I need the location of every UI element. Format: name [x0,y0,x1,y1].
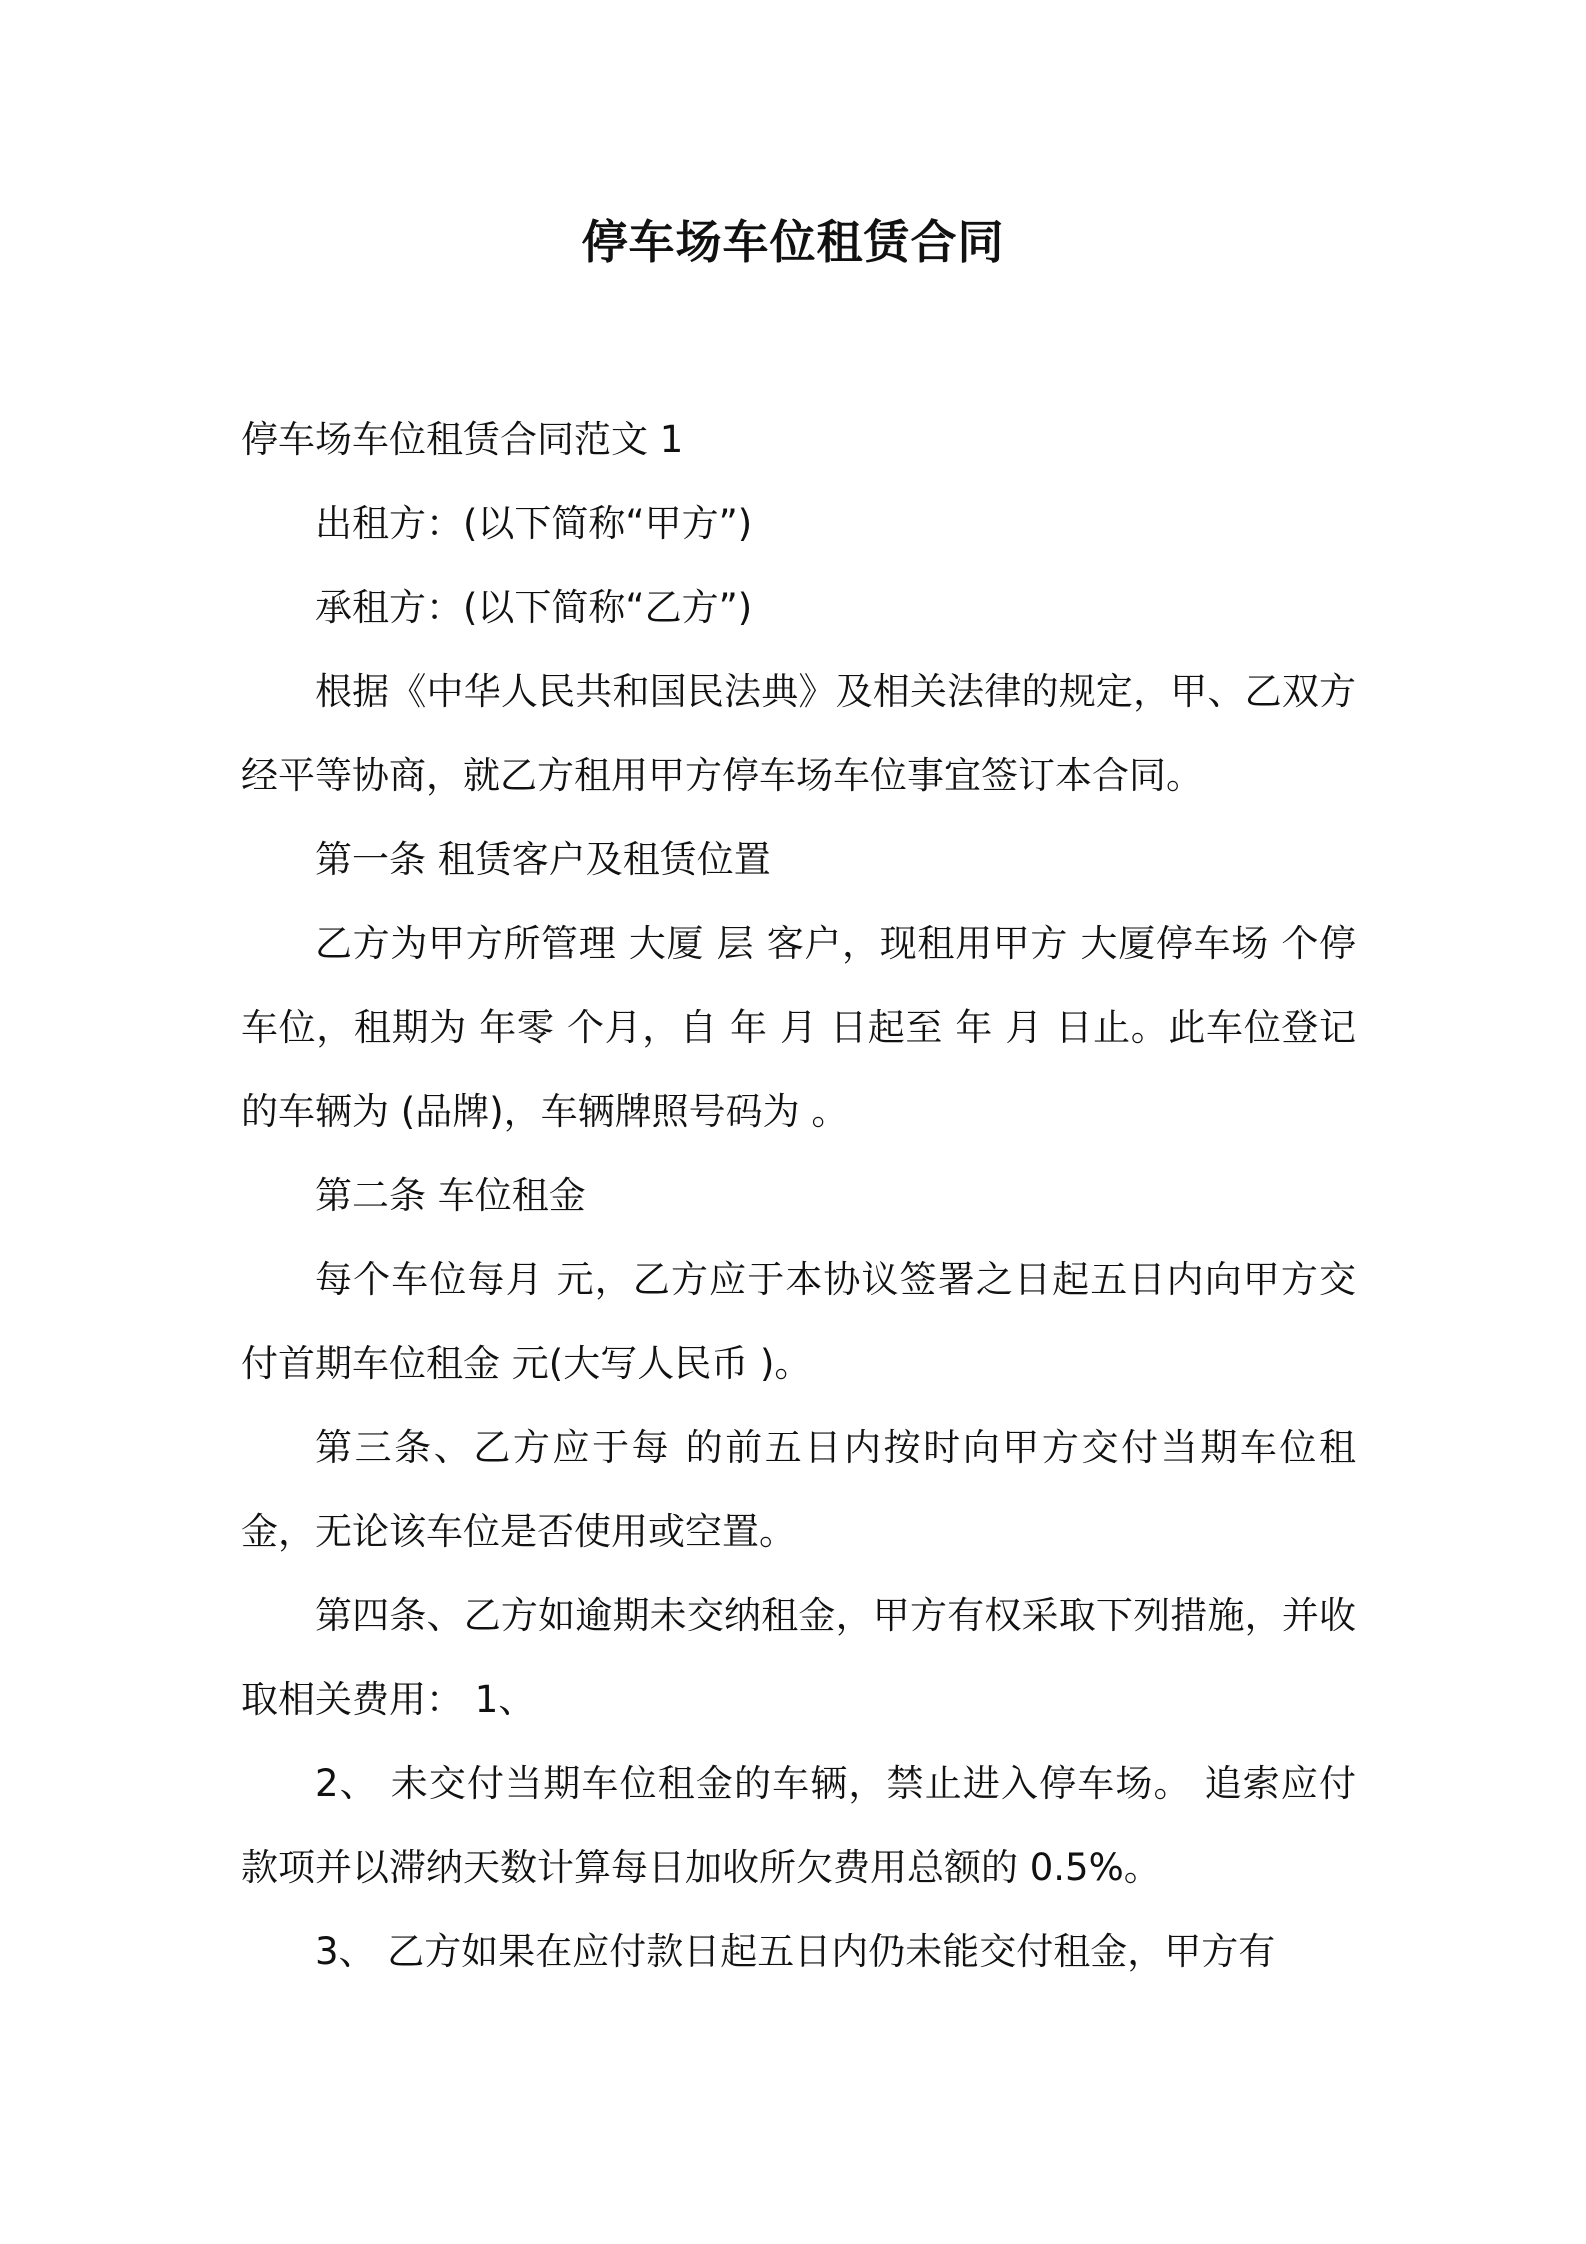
article-2-body: 每个车位每月 元，乙方应于本协议签署之日起五日内向甲方交付首期车位租金 元(大写人民币 )。 [241,1258,1356,1385]
document-body [241,398,1356,1994]
paragraph-heading: 停车场车位租赁合同范文 1 [241,418,684,461]
article-4-item-3: 3、 乙方如果在应付款日起五日内仍未能交付租金，甲方有 [315,1930,1276,1973]
paragraph-lessor: 出租方：(以下简称“甲方”) [315,502,753,545]
article-2-heading: 第二条 车位租金 [315,1174,586,1217]
article-4-item-2: 2、 未交付当期车位租金的车辆，禁止进入停车场。 追索应付款项并以滞纳天数计算每日加收所欠费用总额的 0.5%。 [241,1762,1356,1889]
article-1-body: 乙方为甲方所管理 大厦 层 客户，现租用甲方 大厦停车场 个停车位，租期为 年零 个月，自 年 月 日起至 年 月 日止。此车位登记的车辆为 (品牌)，车辆牌照号码为 。 [241,922,1356,1133]
paragraph-lessee: 承租方：(以下简称“乙方”) [315,586,753,629]
article-4-body: 第四条、乙方如逾期未交纳租金，甲方有权采取下列措施，并收取相关费用： 1、 [241,1594,1356,1721]
article-3-body: 第三条、乙方应于每 的前五日内按时向甲方交付当期车位租金，无论该车位是否使用或空置。 [241,1426,1356,1553]
document-title: 停车场车位租赁合同 [581,215,1005,269]
paragraph-preamble: 根据《中华人民共和国民法典》及相关法律的规定，甲、乙双方经平等协商，就乙方租用甲方停车场车位事宜签订本合同。 [241,670,1356,797]
article-1-heading: 第一条 租赁客户及租赁位置 [315,838,771,881]
